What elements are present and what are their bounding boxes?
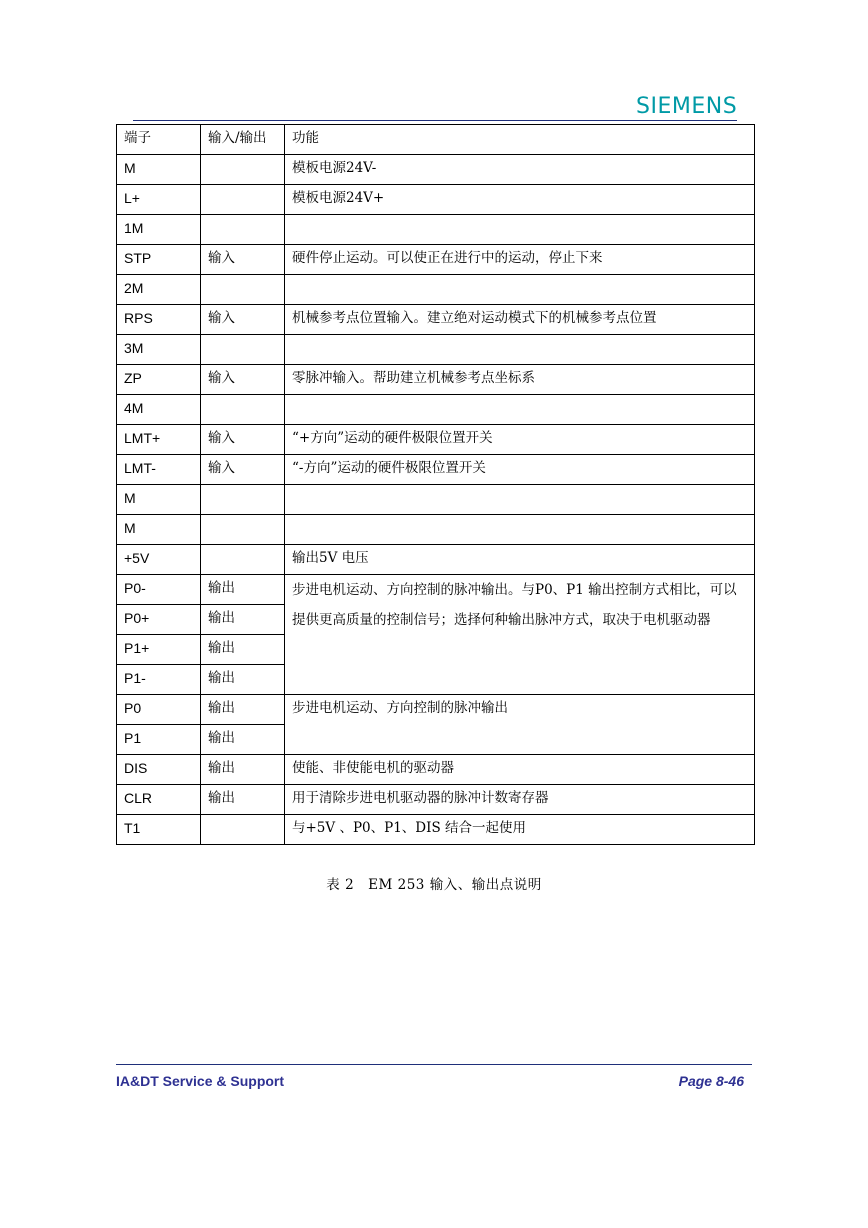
terminal-cell: P1+ (117, 635, 201, 665)
footer-org: IA&DT Service & Support (116, 1073, 285, 1089)
function-cell: 模板电源24V- (285, 155, 755, 185)
io-cell: 输出 (201, 755, 285, 785)
function-cell (285, 275, 755, 305)
function-cell-merged: 步进电机运动、方向控制的脉冲输出。与P0、P1 输出控制方式相比，可以提供更高质量的控制信号；选择何种输出脉冲方式，取决于电机驱动器 (285, 575, 755, 695)
io-cell (201, 815, 285, 845)
table-row (117, 395, 755, 425)
header-io: 输入/输出 (201, 125, 285, 155)
table-row (117, 335, 755, 365)
table-row (117, 755, 755, 785)
io-cell (201, 275, 285, 305)
table-row (117, 425, 755, 455)
table-row (117, 155, 755, 185)
siemens-logo: SIEMENS (636, 94, 738, 119)
function-cell (285, 215, 755, 245)
terminal-table (116, 124, 755, 845)
table-row (117, 545, 755, 575)
io-cell: 输入 (201, 455, 285, 485)
function-cell: 硬件停止运动。可以使正在进行中的运动，停止下来 (285, 245, 755, 275)
table-row (117, 485, 755, 515)
terminal-cell: P0 (117, 695, 201, 725)
function-cell (285, 485, 755, 515)
footer-rule (116, 1064, 752, 1065)
io-cell: 输入 (201, 365, 285, 395)
terminal-cell: 4M (117, 395, 201, 425)
table-caption: 表 2 EM 253 输入、输出点说明 (326, 877, 542, 893)
table-row (117, 515, 755, 545)
table-row (117, 305, 755, 335)
table-row (117, 275, 755, 305)
terminal-cell: T1 (117, 815, 201, 845)
table-row (117, 215, 755, 245)
io-cell: 输出 (201, 635, 285, 665)
header-rule (133, 120, 737, 121)
table-row (117, 695, 755, 725)
function-cell: 用于清除步进电机驱动器的脉冲计数寄存器 (285, 785, 755, 815)
io-cell (201, 545, 285, 575)
terminal-cell: RPS (117, 305, 201, 335)
terminal-cell: 3M (117, 335, 201, 365)
function-cell: 零脉冲输入。帮助建立机械参考点坐标系 (285, 365, 755, 395)
terminal-cell: LMT- (117, 455, 201, 485)
function-cell (285, 335, 755, 365)
function-cell (285, 395, 755, 425)
terminal-cell: P1 (117, 725, 201, 755)
terminal-cell: DIS (117, 755, 201, 785)
terminal-cell: STP (117, 245, 201, 275)
terminal-cell: P0- (117, 575, 201, 605)
io-cell: 输出 (201, 605, 285, 635)
io-cell (201, 395, 285, 425)
io-cell: 输入 (201, 305, 285, 335)
function-cell: 机械参考点位置输入。建立绝对运动模式下的机械参考点位置 (285, 305, 755, 335)
terminal-cell: M (117, 485, 201, 515)
io-cell (201, 185, 285, 215)
header-function: 功能 (285, 125, 755, 155)
table-row (117, 785, 755, 815)
terminal-cell: P0+ (117, 605, 201, 635)
table-row (117, 455, 755, 485)
io-cell (201, 515, 285, 545)
io-cell: 输入 (201, 425, 285, 455)
io-cell: 输入 (201, 245, 285, 275)
table-row (117, 815, 755, 845)
function-cell: 与+5V 、P0、P1、DIS 结合一起使用 (285, 815, 755, 845)
function-cell: 输出5V 电压 (285, 545, 755, 575)
function-cell: 使能、非使能电机的驱动器 (285, 755, 755, 785)
page-number: Page 8-46 (678, 1073, 744, 1089)
terminal-cell: ZP (117, 365, 201, 395)
terminal-cell: L+ (117, 185, 201, 215)
function-cell: 模板电源24V+ (285, 185, 755, 215)
io-cell: 输出 (201, 665, 285, 695)
function-cell (285, 515, 755, 545)
table-row (117, 185, 755, 215)
terminal-cell: +5V (117, 545, 201, 575)
table-row (117, 245, 755, 275)
function-cell-merged: 步进电机运动、方向控制的脉冲输出 (285, 695, 755, 755)
terminal-cell: M (117, 155, 201, 185)
function-cell: “-方向”运动的硬件极限位置开关 (285, 455, 755, 485)
terminal-cell: P1- (117, 665, 201, 695)
terminal-cell: 1M (117, 215, 201, 245)
function-cell: “+方向”运动的硬件极限位置开关 (285, 425, 755, 455)
io-cell (201, 335, 285, 365)
terminal-cell: M (117, 515, 201, 545)
table-row (117, 575, 755, 605)
io-cell (201, 155, 285, 185)
terminal-cell: LMT+ (117, 425, 201, 455)
io-cell: 输出 (201, 785, 285, 815)
io-cell (201, 485, 285, 515)
io-cell (201, 215, 285, 245)
io-cell: 输出 (201, 725, 285, 755)
table-row (117, 365, 755, 395)
terminal-cell: 2M (117, 275, 201, 305)
header-terminal: 端子 (117, 125, 201, 155)
io-cell: 输出 (201, 575, 285, 605)
io-cell: 输出 (201, 695, 285, 725)
table-header-row (117, 125, 755, 155)
terminal-cell: CLR (117, 785, 201, 815)
